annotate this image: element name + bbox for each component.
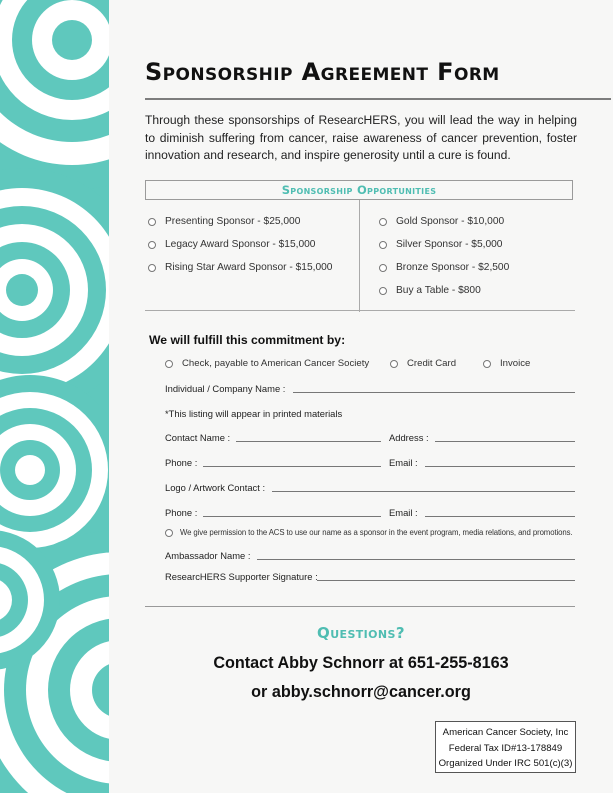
contact-email-line: or abby.schnorr@cancer.org xyxy=(251,683,471,701)
opportunities-column-divider xyxy=(359,200,360,312)
radio-icon[interactable] xyxy=(165,529,173,537)
option-gold-sponsor[interactable] xyxy=(379,216,504,227)
individual-company-label: Individual / Company Name : xyxy=(165,383,286,394)
radio-icon[interactable] xyxy=(379,241,387,249)
concentric-circles-graphic xyxy=(0,0,109,793)
radio-icon[interactable] xyxy=(165,360,173,368)
tax-id: Federal Tax ID#13-178849 xyxy=(448,742,563,754)
commitment-heading: We will fulfill this commitment by: xyxy=(149,333,346,347)
phone-2-input[interactable] xyxy=(203,516,381,517)
listing-note: *This listing will appear in printed materials xyxy=(165,408,343,419)
opportunities-header-box xyxy=(145,180,573,200)
ambassador-input[interactable] xyxy=(257,559,575,560)
phone-2-label: Phone : xyxy=(165,507,198,518)
payment-option-invoice[interactable] xyxy=(483,358,530,369)
opportunities-heading: Sponsorship Opportunities xyxy=(281,183,437,197)
radio-icon[interactable] xyxy=(148,264,156,272)
form-page xyxy=(109,0,613,793)
individual-company-input[interactable] xyxy=(293,392,575,393)
contact-name-label: Contact Name : xyxy=(165,432,231,443)
intro-paragraph: Through these sponsorships of ResearcHERS, you will lead the way in helping to diminish suffering from cancer, raise awareness of cancer prevention, foster innovation and research, and inspire generosity until a cure is found. xyxy=(145,113,577,162)
option-label: Legacy Award Sponsor - $15,000 xyxy=(165,239,316,250)
payment-option-label: Credit Card xyxy=(407,358,457,369)
radio-icon[interactable] xyxy=(148,241,156,249)
option-presenting-sponsor[interactable] xyxy=(148,216,300,227)
email-input[interactable] xyxy=(425,466,575,467)
payment-option-label: Invoice xyxy=(500,358,531,369)
permission-label: We give permission to the ACS to use our name as a sponsor in the event program, media relations, and promotions. xyxy=(180,528,573,537)
option-legacy-award-sponsor[interactable] xyxy=(148,239,315,250)
option-silver-sponsor[interactable] xyxy=(379,239,502,250)
email-2-input[interactable] xyxy=(425,516,575,517)
address-input[interactable] xyxy=(435,441,575,442)
contact-phone-line: Contact Abby Schnorr at 651-255-8163 xyxy=(213,654,509,672)
title-divider xyxy=(145,98,611,100)
tax-org-name: American Cancer Society, Inc xyxy=(442,727,569,738)
circle-group-top xyxy=(0,0,109,190)
option-buy-a-table[interactable] xyxy=(379,285,481,296)
option-rising-star-sponsor[interactable] xyxy=(148,262,332,273)
payment-option-check[interactable] xyxy=(165,358,369,369)
option-label: Buy a Table - $800 xyxy=(396,285,481,296)
opportunities-bottom-rule xyxy=(145,310,575,311)
email-label: Email : xyxy=(389,457,418,468)
radio-icon[interactable] xyxy=(483,360,491,368)
radio-icon[interactable] xyxy=(390,360,398,368)
email-2-label: Email : xyxy=(389,507,418,518)
option-label: Rising Star Award Sponsor - $15,000 xyxy=(165,262,333,273)
decorative-circles-strip xyxy=(0,0,109,793)
option-label: Silver Sponsor - $5,000 xyxy=(396,239,503,250)
signature-label: ResearcHERS Supporter Signature : xyxy=(165,571,318,582)
questions-heading: Questions? xyxy=(317,624,405,642)
section-divider xyxy=(145,606,575,607)
logo-contact-input[interactable] xyxy=(272,491,575,492)
logo-contact-label: Logo / Artwork Contact : xyxy=(165,482,266,493)
tax-irc-status: Organized Under IRC 501(c)(3) xyxy=(438,758,573,769)
radio-icon[interactable] xyxy=(379,264,387,272)
option-bronze-sponsor[interactable] xyxy=(379,262,509,273)
circle-group-middle xyxy=(0,168,109,412)
permission-option[interactable] xyxy=(165,528,572,537)
page-title: Sponsorship Agreement Form xyxy=(145,58,500,86)
option-label: Bronze Sponsor - $2,500 xyxy=(396,262,510,273)
signature-input[interactable] xyxy=(317,580,575,581)
payment-option-label: Check, payable to American Cancer Society xyxy=(182,358,370,369)
option-label: Presenting Sponsor - $25,000 xyxy=(165,216,301,227)
option-label: Gold Sponsor - $10,000 xyxy=(396,216,505,227)
contact-name-input[interactable] xyxy=(236,441,381,442)
phone-label: Phone : xyxy=(165,457,198,468)
ambassador-label: Ambassador Name : xyxy=(165,550,251,561)
phone-input[interactable] xyxy=(203,466,381,467)
radio-icon[interactable] xyxy=(379,218,387,226)
payment-option-credit-card[interactable] xyxy=(390,358,456,369)
radio-icon[interactable] xyxy=(379,287,387,295)
tax-info-box xyxy=(435,721,576,773)
address-label: Address : xyxy=(389,432,429,443)
radio-icon[interactable] xyxy=(148,218,156,226)
